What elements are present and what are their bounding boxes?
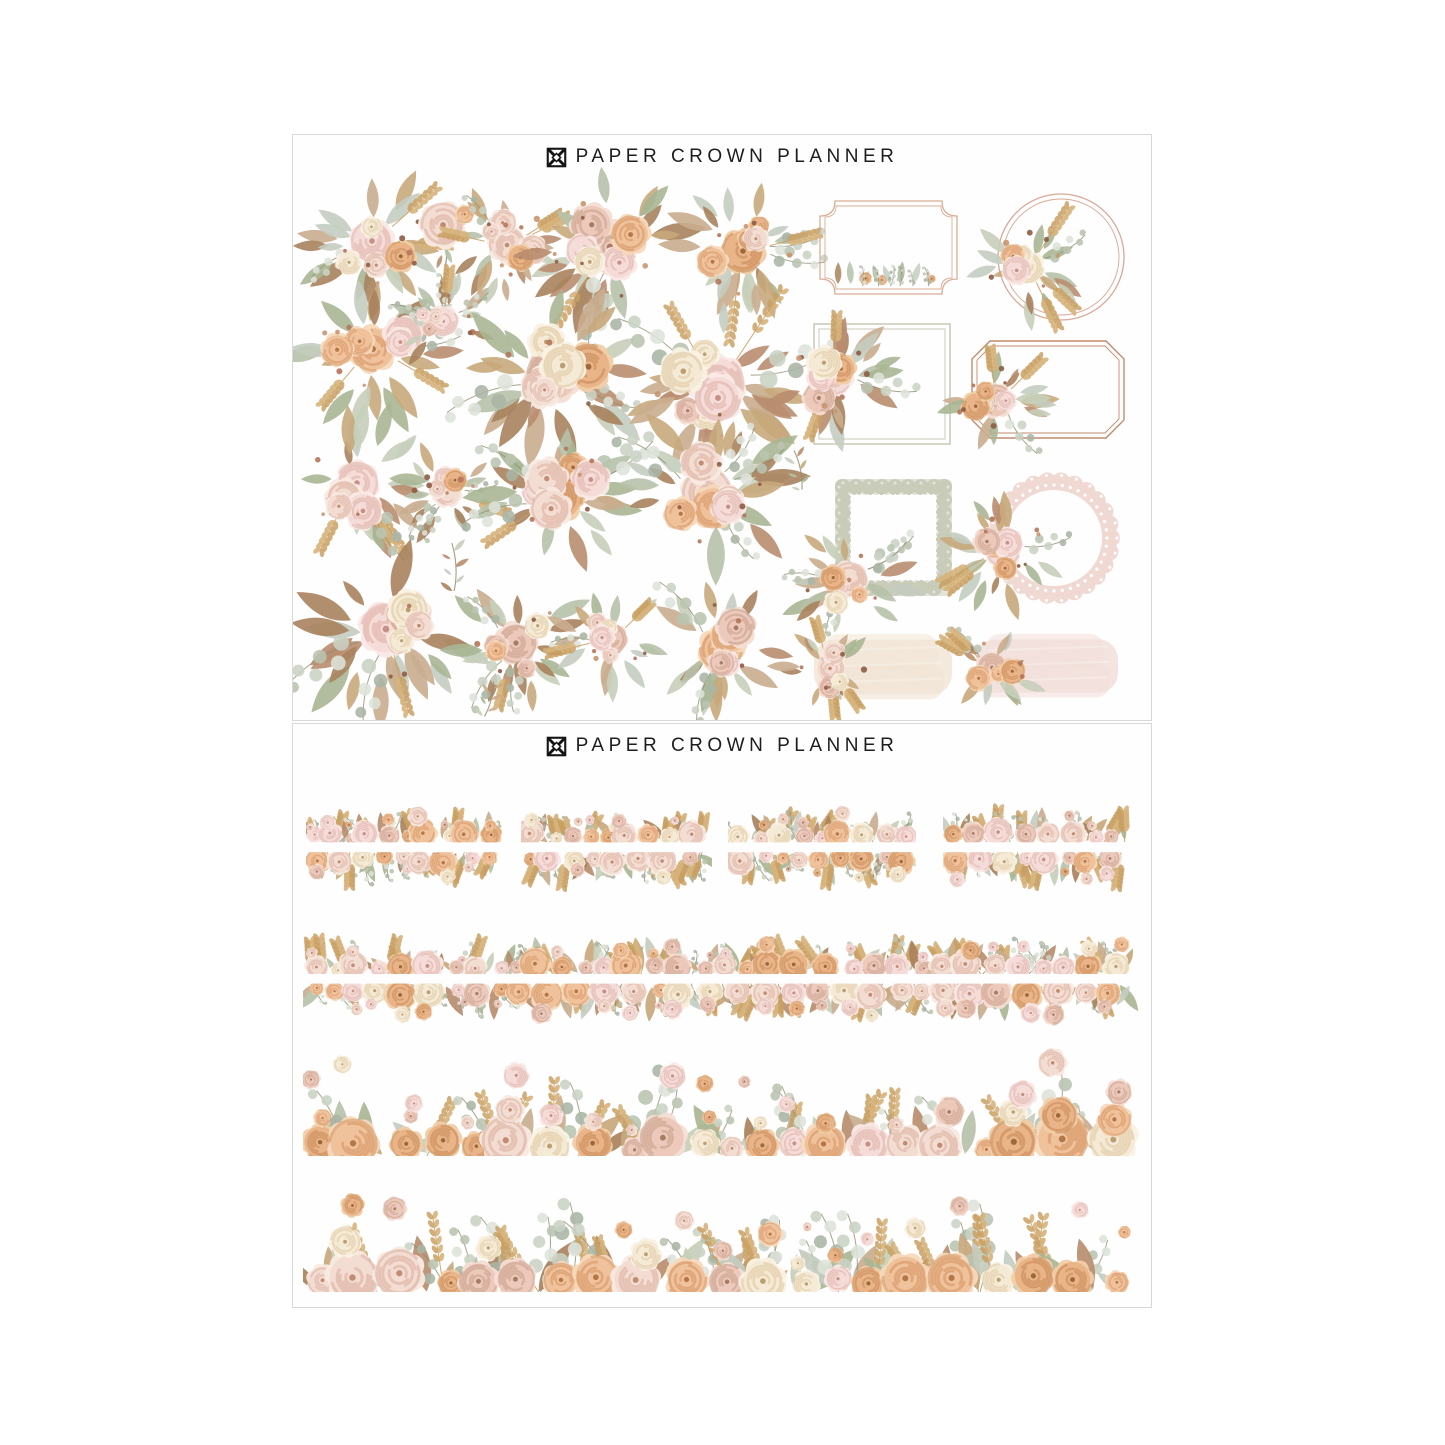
- frame-floral-cluster: [935, 342, 1060, 461]
- sticker-artwork-bottom: [293, 724, 1151, 1307]
- label-frame-sticker: [820, 201, 957, 294]
- floral-cluster-sticker: [457, 426, 666, 574]
- foliage-sprig-sticker: [437, 537, 472, 593]
- split-floral-border-bottom: [716, 838, 923, 893]
- brand-logo-icon: [546, 736, 567, 757]
- split-floral-border-bottom: [296, 965, 1142, 1030]
- foliage-sprig-sticker: [781, 445, 814, 493]
- sticker-artwork: [293, 724, 1151, 1307]
- split-floral-border-top: [712, 803, 923, 855]
- sticker-artwork-top: [293, 135, 1151, 720]
- split-floral-border-top: [506, 808, 712, 858]
- split-floral-border-top: [302, 931, 1137, 990]
- floral-cluster-sticker: [648, 571, 794, 720]
- floral-washi-strip-sticker: [293, 1042, 1151, 1182]
- floral-cluster-sticker: [293, 279, 465, 436]
- lace-doily-frame-sticker: [933, 472, 1120, 621]
- brand-logo-icon: [546, 147, 567, 168]
- brand-name: PAPER CROWN PLANNER: [575, 146, 899, 167]
- lace-square-frame-sticker: [780, 479, 952, 638]
- floral-washi-strip-sticker: [293, 1187, 1135, 1307]
- sticker-artwork: [293, 135, 1151, 720]
- brush-swatch-sticker: [933, 620, 1118, 708]
- split-floral-border-bottom: [299, 839, 502, 892]
- brush-swatch-sticker: [767, 613, 952, 720]
- square-frame-sticker: [763, 309, 950, 454]
- split-floral-border-bottom: [934, 839, 1127, 893]
- sticker-sheet-top: [292, 134, 1152, 721]
- split-floral-border-top: [299, 800, 506, 856]
- circle-frame-sticker: [965, 194, 1124, 336]
- sticker-sheet-bottom: [292, 723, 1152, 1308]
- split-floral-border-top: [939, 802, 1132, 855]
- brand-header: [293, 146, 1151, 168]
- octagon-frame-sticker: [935, 341, 1124, 461]
- split-floral-border-bottom: [519, 836, 723, 893]
- brand-header: [293, 735, 1151, 757]
- brand-name: PAPER CROWN PLANNER: [575, 735, 899, 756]
- frame-floral-cluster: [965, 199, 1092, 336]
